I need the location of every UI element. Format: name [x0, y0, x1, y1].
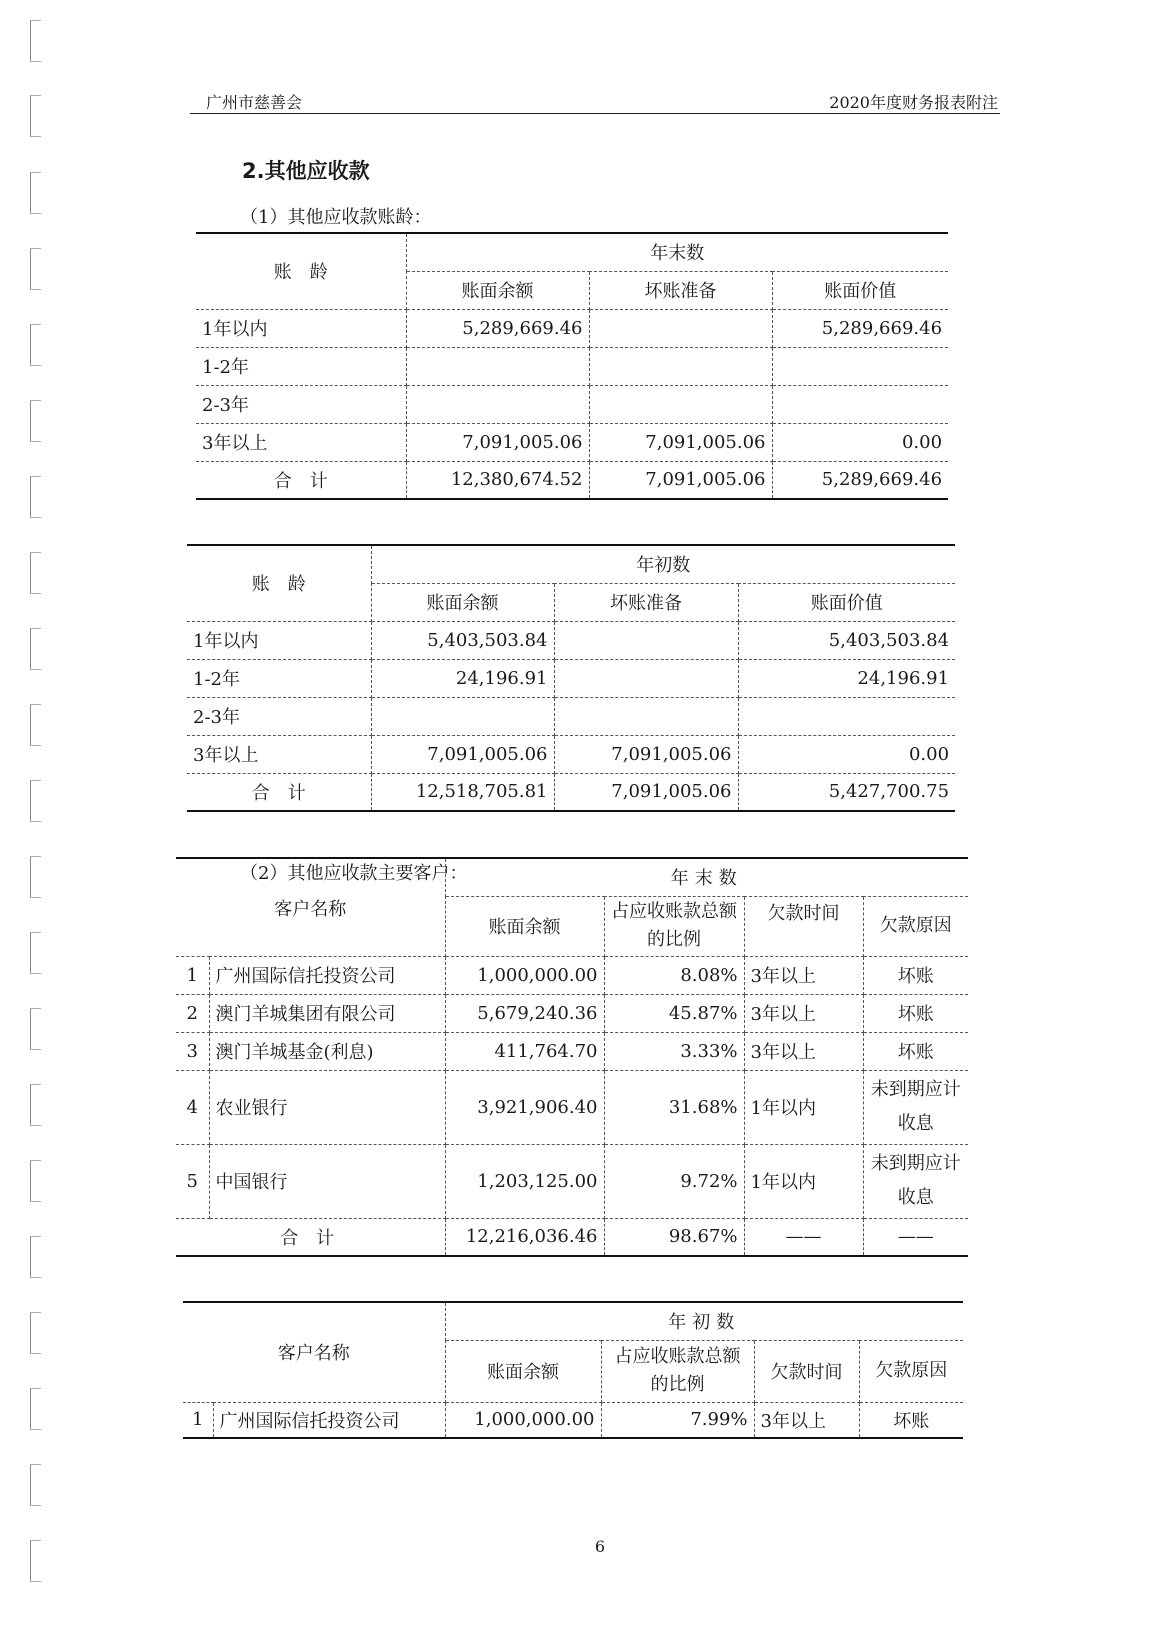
row-index: 1: [176, 956, 209, 994]
cell: 45.87%: [604, 994, 744, 1032]
cell: [371, 697, 554, 735]
customer-name: 澳门羊城集团有限公司: [209, 994, 445, 1032]
binding-mark: [30, 172, 41, 214]
binding-mark: [30, 1312, 41, 1354]
row-index: 5: [176, 1144, 209, 1218]
table-row: [196, 309, 948, 347]
aging-begin-table: [187, 544, 955, 812]
cell: 3,921,906.40: [445, 1070, 604, 1144]
cell: 0.00: [772, 423, 948, 461]
row-label: 2-3年: [187, 697, 371, 735]
binding-mark: [30, 20, 41, 62]
cell: 24,196.91: [371, 659, 554, 697]
column-header: 坏账准备: [554, 583, 738, 621]
cell: 3年以上: [744, 1032, 863, 1070]
customer-name: 广州国际信托投资公司: [213, 1402, 445, 1438]
column-header: 欠款时间: [744, 896, 863, 956]
cell: [554, 659, 738, 697]
cell: 9.72%: [604, 1144, 744, 1218]
cell: 5,289,669.46: [772, 461, 948, 499]
aging-header-label: 账 龄: [196, 233, 406, 309]
binding-mark: [30, 324, 41, 366]
table-row: [176, 1144, 968, 1218]
cell: 12,216,036.46: [445, 1218, 604, 1256]
customer-header-label: 客户名称: [183, 1302, 445, 1402]
cell: [554, 697, 738, 735]
row-index: 2: [176, 994, 209, 1032]
row-label: 3年以上: [196, 423, 406, 461]
row-label: 2-3年: [196, 385, 406, 423]
column-header: 坏账准备: [589, 271, 772, 309]
header-org: 广州市慈善会: [206, 93, 303, 112]
table-row: [187, 659, 955, 697]
binding-mark: [30, 932, 41, 974]
subsection-aging-title: （1）其他应收款账龄：: [240, 207, 432, 228]
binding-mark: [30, 400, 41, 442]
cell: 7.99%: [601, 1402, 754, 1438]
cell: 1,000,000.00: [445, 956, 604, 994]
row-index: 3: [176, 1032, 209, 1070]
binding-mark: [30, 95, 41, 137]
binding-mark: [30, 248, 41, 290]
customer-name: 广州国际信托投资公司: [209, 956, 445, 994]
table-row: [187, 735, 955, 773]
period-header: 年末数: [445, 858, 968, 896]
binding-edge: [0, 0, 60, 1637]
cell: 未到期应计收息: [863, 1144, 968, 1218]
page-number: 6: [594, 1537, 606, 1556]
table-row: [176, 994, 968, 1032]
cell: 5,403,503.84: [371, 621, 554, 659]
binding-mark: [30, 856, 41, 898]
cell: [589, 309, 772, 347]
binding-mark: [30, 1160, 41, 1202]
column-header: 账面余额: [445, 896, 604, 956]
customer-name: 澳门羊城基金(利息): [209, 1032, 445, 1070]
cell: ——: [744, 1218, 863, 1256]
aging-header-label: 账 龄: [187, 545, 371, 621]
total-label: 合 计: [187, 773, 371, 811]
column-header: 占应收账款总额的比例: [601, 1340, 754, 1402]
binding-mark: [30, 704, 41, 746]
header-rule: [190, 113, 1000, 114]
cell: 12,518,705.81: [371, 773, 554, 811]
column-header: 欠款原因: [859, 1340, 963, 1402]
cell: 98.67%: [604, 1218, 744, 1256]
cell: [772, 347, 948, 385]
cell: 5,427,700.75: [738, 773, 955, 811]
cell: 坏账: [863, 994, 968, 1032]
row-label: 1年以内: [187, 621, 371, 659]
cell: 24,196.91: [738, 659, 955, 697]
binding-mark: [30, 1008, 41, 1050]
table-row: [196, 385, 948, 423]
column-header: 欠款时间: [754, 1340, 859, 1402]
cell: 7,091,005.06: [554, 773, 738, 811]
table-row: [187, 621, 955, 659]
period-header: 年初数: [371, 545, 955, 583]
column-header: 欠款原因: [863, 896, 968, 956]
cell: 坏账: [863, 1032, 968, 1070]
row-index: 1: [183, 1402, 213, 1438]
binding-mark: [30, 1236, 41, 1278]
binding-mark: [30, 1464, 41, 1506]
binding-mark: [30, 628, 41, 670]
table-row: [183, 1402, 963, 1438]
cell: 8.08%: [604, 956, 744, 994]
column-header: 账面余额: [445, 1340, 601, 1402]
column-header: 占应收账款总额的比例: [604, 896, 744, 956]
cell: 3.33%: [604, 1032, 744, 1070]
cell: 1,000,000.00: [445, 1402, 601, 1438]
cell: 坏账: [863, 956, 968, 994]
customers-begin-table: [183, 1301, 963, 1439]
cell: 5,679,240.36: [445, 994, 604, 1032]
cell: [406, 385, 589, 423]
binding-mark: [30, 552, 41, 594]
customer-name: 中国银行: [209, 1144, 445, 1218]
table-row: [176, 1032, 968, 1070]
cell: [589, 385, 772, 423]
row-index: 4: [176, 1070, 209, 1144]
binding-mark: [30, 780, 41, 822]
cell: 7,091,005.06: [554, 735, 738, 773]
table-row: [187, 697, 955, 735]
table-row: [196, 347, 948, 385]
cell: 1,203,125.00: [445, 1144, 604, 1218]
cell: [589, 347, 772, 385]
cell: 5,403,503.84: [738, 621, 955, 659]
cell: 31.68%: [604, 1070, 744, 1144]
table-row: [176, 1070, 968, 1144]
customer-name: 农业银行: [209, 1070, 445, 1144]
customer-header-label: 客户名称: [176, 858, 445, 956]
binding-mark: [30, 1084, 41, 1126]
cell: 7,091,005.06: [371, 735, 554, 773]
cell: 0.00: [738, 735, 955, 773]
cell: 坏账: [859, 1402, 963, 1438]
cell: [738, 697, 955, 735]
column-header: 账面余额: [406, 271, 589, 309]
cell: 5,289,669.46: [772, 309, 948, 347]
column-header: 账面价值: [772, 271, 948, 309]
cell: 7,091,005.06: [406, 423, 589, 461]
column-header: 账面价值: [738, 583, 955, 621]
table-row: [176, 956, 968, 994]
period-header: 年初数: [445, 1302, 963, 1340]
total-row: [187, 773, 955, 811]
total-label: 合 计: [176, 1218, 445, 1256]
customers-end-table: [176, 857, 968, 1257]
binding-mark: [30, 476, 41, 518]
cell: 12,380,674.52: [406, 461, 589, 499]
cell: 7,091,005.06: [589, 423, 772, 461]
section-title: 2.其他应收款: [242, 159, 370, 183]
cell: [772, 385, 948, 423]
row-label: 1-2年: [187, 659, 371, 697]
subsection-customers-title: （2）其他应收款主要客户：: [240, 863, 468, 884]
cell: ——: [863, 1218, 968, 1256]
table-row: [196, 423, 948, 461]
total-label: 合 计: [196, 461, 406, 499]
header-doc-title: 2020年度财务报表附注: [829, 93, 998, 112]
row-label: 3年以上: [187, 735, 371, 773]
row-label: 1年以内: [196, 309, 406, 347]
aging-end-table: [196, 232, 948, 500]
cell: 1年以内: [744, 1070, 863, 1144]
cell: 未到期应计收息: [863, 1070, 968, 1144]
cell: 5,289,669.46: [406, 309, 589, 347]
total-row: [196, 461, 948, 499]
cell: 3年以上: [754, 1402, 859, 1438]
cell: [406, 347, 589, 385]
cell: 3年以上: [744, 956, 863, 994]
total-row: [176, 1218, 968, 1256]
column-header: 账面余额: [371, 583, 554, 621]
row-label: 1-2年: [196, 347, 406, 385]
cell: 1年以内: [744, 1144, 863, 1218]
cell: 7,091,005.06: [589, 461, 772, 499]
cell: [554, 621, 738, 659]
cell: 3年以上: [744, 994, 863, 1032]
binding-mark: [30, 1388, 41, 1430]
cell: 411,764.70: [445, 1032, 604, 1070]
period-header: 年末数: [406, 233, 948, 271]
